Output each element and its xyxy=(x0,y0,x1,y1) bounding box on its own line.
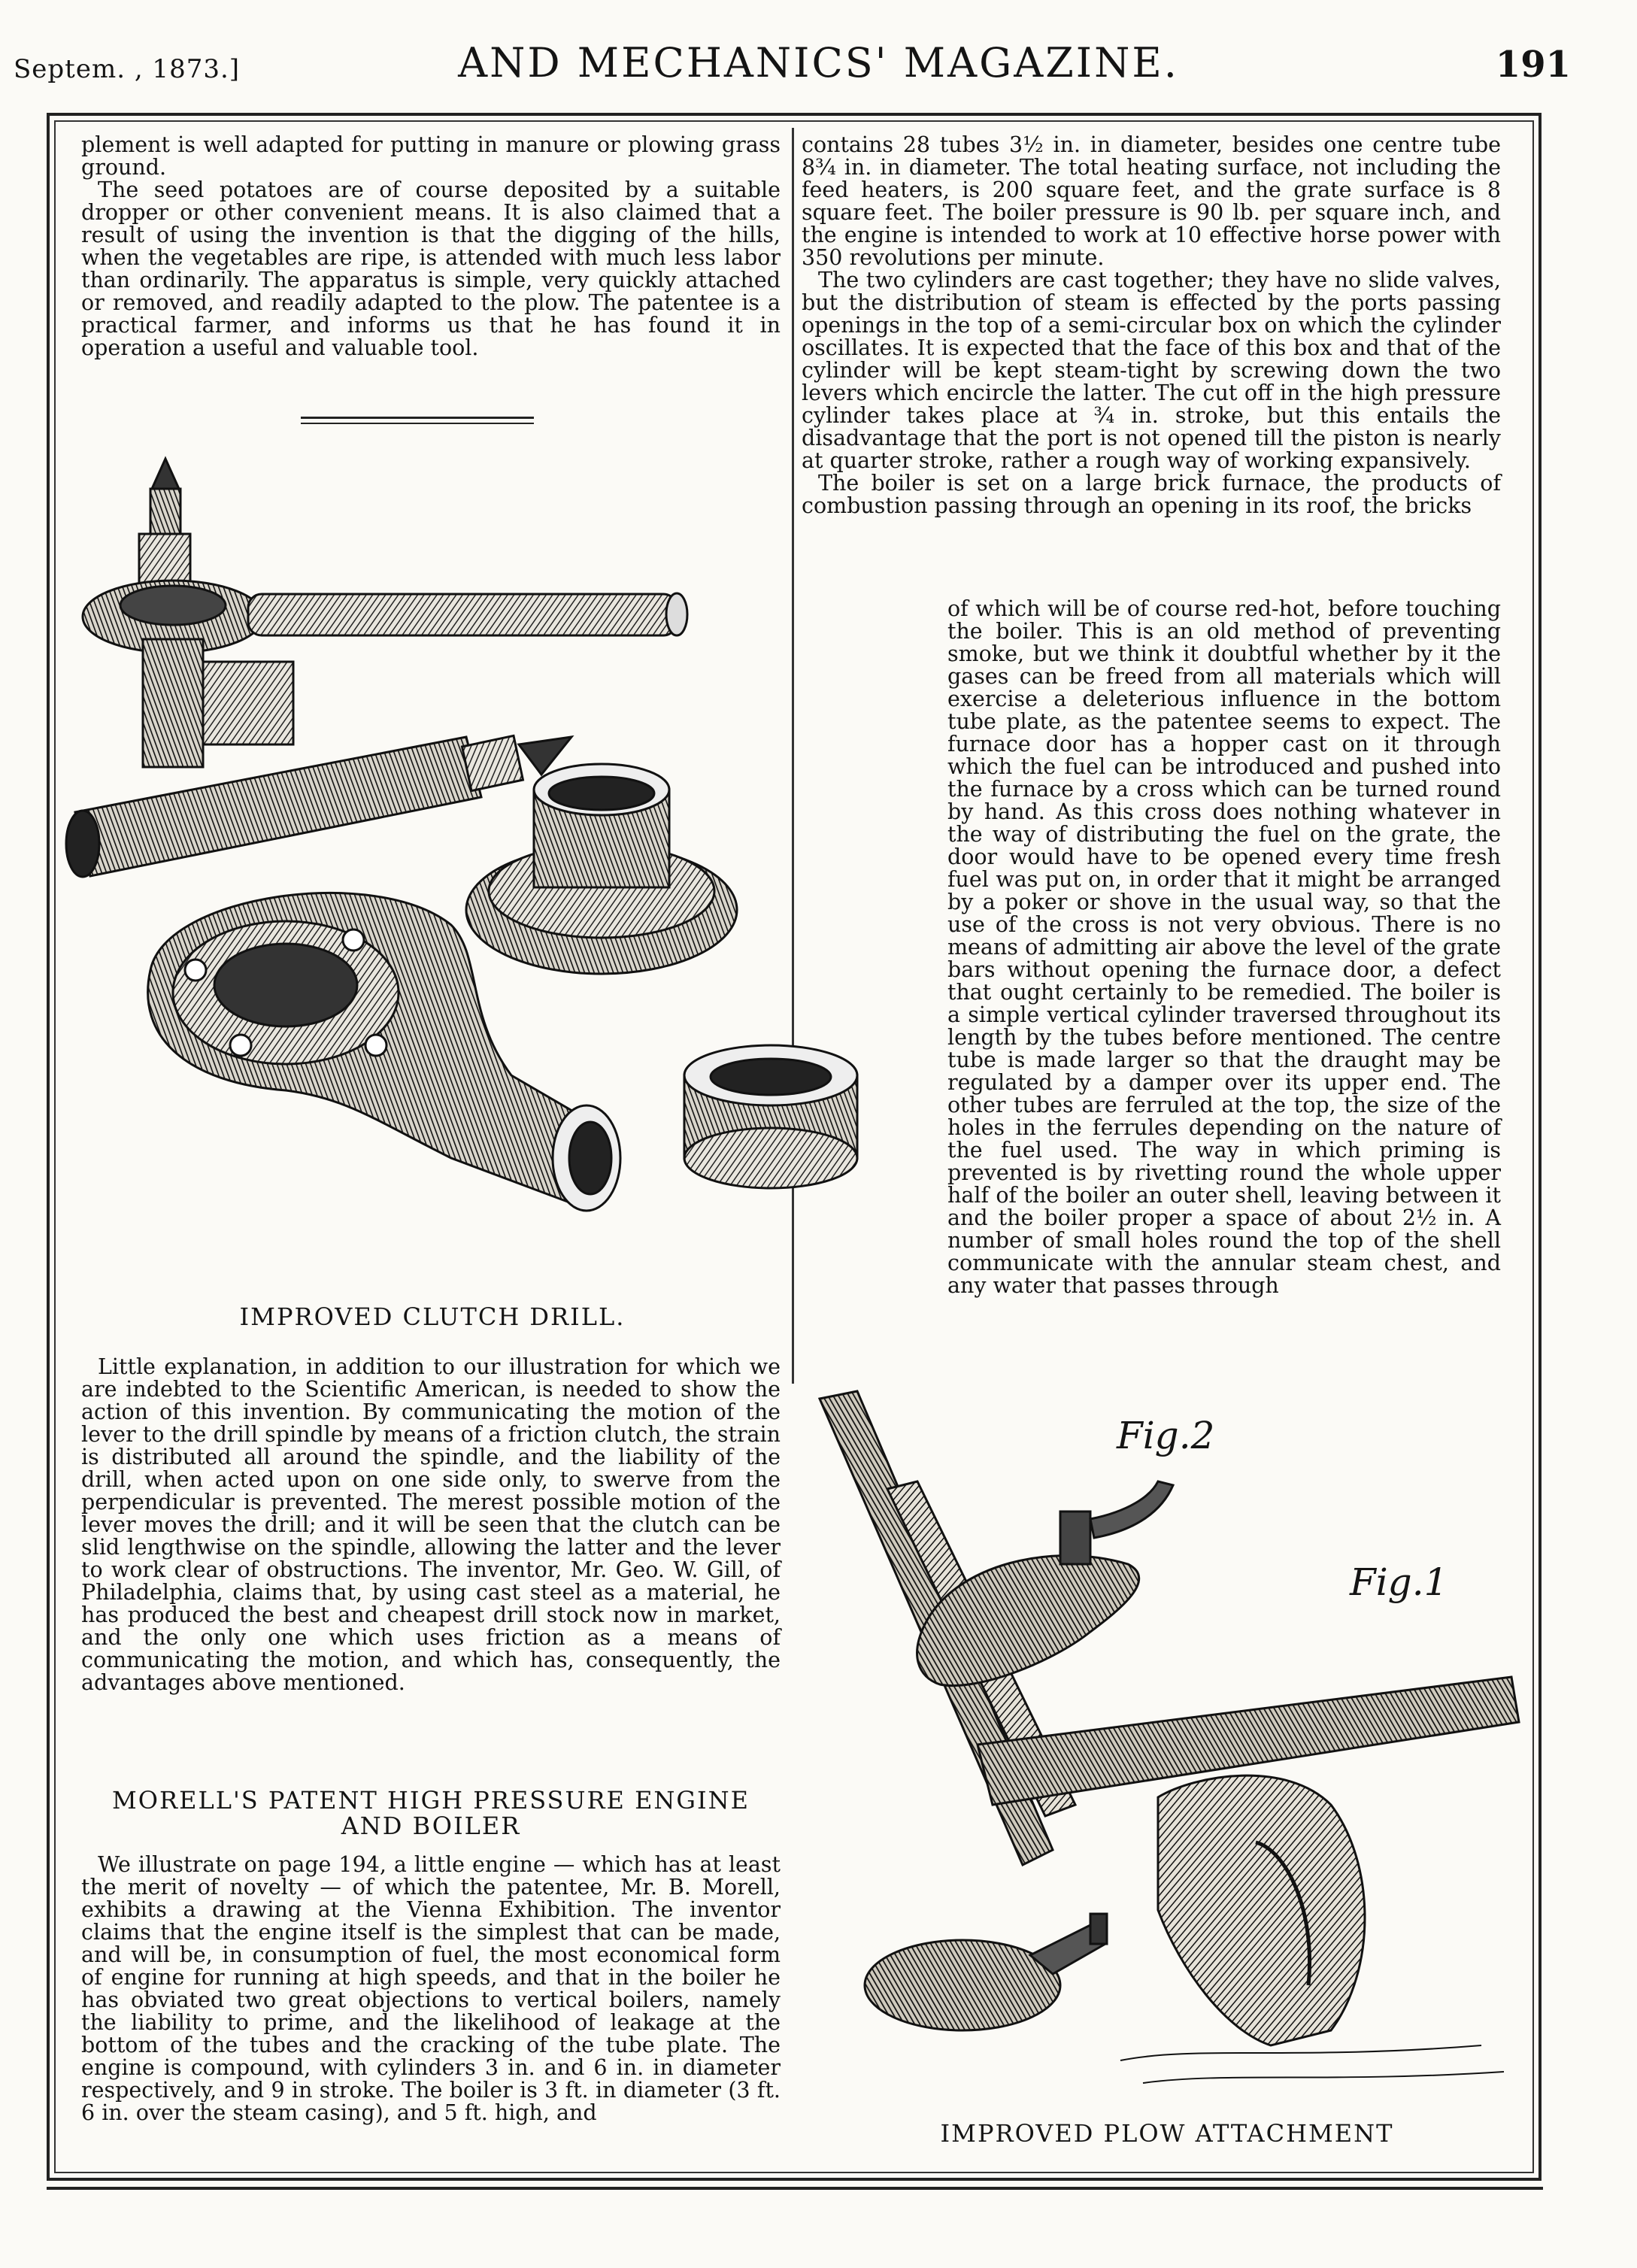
right-paragraph-3: The boiler is set on a large brick furnace, the products of combustion passing through an opening in its roof, the bricks xyxy=(802,471,1501,518)
drill-text xyxy=(81,1356,781,1694)
morell-text xyxy=(81,1854,781,2124)
bottom-rule xyxy=(47,2187,1543,2190)
header-date: Septem. , 1873.] xyxy=(14,54,241,84)
page-header xyxy=(0,0,1637,113)
small-collar xyxy=(684,1045,857,1188)
section-rule xyxy=(301,417,534,419)
right-paragraph-1: contains 28 tubes 3½ in. in diameter, besides one centre tube 8¾ in. in diameter. The total heating surface, not including the feed heaters, is 200 square feet, and the grate surface is 8 square feet. The boiler pressure is 90 lb. per square inch, and the engine is intended to work at 10 effective horse power with 350 revolutions per minute. xyxy=(802,132,1501,270)
right-text-wrap xyxy=(947,598,1501,1297)
right-paragraph-continued: of which will be of course red-hot, before touching the boiler. This is an old method of preventing smoke, but we think it doubtful whether by it the gases can be freed from all materials which will exercise a deleterious influence in the bottom tube plate, as the patentee seems to expect. The furnace door has a hopper cast on it through which the fuel can be introduced and pushed into the furnace by a cross which can be turned round by hand. As this cross does nothing whatever in the way of distributing the fuel on the grate, the door would have to be opened every time fresh fuel was put on, in order that it might be arranged by a poker or shove in the usual way, so that the use of the cross is not very obvious. There is no means of admitting air above the level of the grate bars without opening the furnace door, a defect that ought certainly to be remedied. The boiler is a simple vertical cylinder traversed throughout its length by the tubes before mentioned. The centre tube is made larger so that the draught may be regulated by a damper over its upper end. The other tubes are ferruled at the top, the size of the holes in the ferrules depending on the nature of the fuel used. The way in which priming is prevented is by rivetting round the whole upper half of the boiler an outer shell, leaving between it and the boiler proper a space of about 2½ in. A number of small holes round the top of the shell communicate with the annular steam chest, and any water that passes through xyxy=(947,596,1501,1298)
clutch-ring xyxy=(466,764,737,974)
potato-dropper-fig1 xyxy=(865,1914,1107,2030)
fig2-label: Fig.2 xyxy=(1117,1414,1215,1457)
section-rule-thin xyxy=(301,423,534,424)
right-text-top xyxy=(802,134,1501,517)
intro-paragraph-1: plement is well adapted for putting in manure or plowing grass ground. xyxy=(81,132,781,180)
right-paragraph-2: The two cylinders are cast together; they have no slide valves, but the distribution of steam is effected by the ports passing openings in the top of a semi-circular box on which the cylinder oscillates. It is expected that the face of this box and that of the cylinder will be kept steam-tight by screwing down the two levers which encircle the latter. The cut off in the high pressure cylinder takes place at ¾ in. stroke, but this entails the disadvantage that the port is not opened till the piston is nearly at quarter stroke, rather a rough way of working expansively. xyxy=(802,268,1501,473)
plow-caption: IMPROVED PLOW ATTACHMENT xyxy=(940,2119,1394,2148)
header-title: AND MECHANICS' MAGAZINE. xyxy=(458,39,1179,86)
fig1-label: Fig.1 xyxy=(1350,1560,1448,1604)
morell-heading: MORELL'S PATENT HIGH PRESSURE ENGINE AND BOILER xyxy=(112,1786,750,1840)
plow-attachment-illustration xyxy=(805,1384,1526,2098)
drill-caption: IMPROVED CLUTCH DRILL. xyxy=(239,1302,626,1331)
drill-paragraph: Little explanation, in addition to our illustration for which we are indebted to the Scientific American, is needed to show the action of this invention. By communicating the motion of the lever to the drill spindle by means of a friction clutch, the strain is distributed all around the spindle, and the liability of the drill, when acted upon on one side only, to swerve from the perpendicular is prevented. The merest possible motion of the lever moves the drill; and it will be seen that the clutch can be slid lengthwise on the spindle, allowing the latter and the lever to work clear of obstructions. The inventor, Mr. Geo. W. Gill, of Philadelphia, claims that, by using cast steel as a material, he has produced the best and cheapest drill stock now in market, and the only one which uses friction as a means of communicating the motion, and which has, consequently, the advantages above mentioned. xyxy=(81,1354,781,1695)
clutch-drill-illustration xyxy=(60,444,925,1278)
left-intro-text xyxy=(81,134,781,359)
page-number: 191 xyxy=(1495,44,1571,86)
intro-paragraph-2: The seed potatoes are of course deposited by a suitable dropper or other convenient means. It is also claimed that a result of using the invention is that the digging of the hills, when the vegetables are ripe, is attended with much less labor than ordinarily. The apparatus is simple, very quickly attached or removed, and readily adapted to the plow. The patentee is a practical farmer, and informs us that he has found it in operation a useful and valuable tool. xyxy=(81,177,781,360)
plow-share xyxy=(1158,1775,1365,2045)
drill-spindle-top xyxy=(83,459,687,767)
ground-strokes xyxy=(1120,2045,1504,2083)
morell-paragraph: We illustrate on page 194, a little engine — which has at least the merit of novelty — of which the patentee, Mr. B. Morell, exhibits a drawing at the Vienna Exhibition. The inventor claims that the engine itself is the simplest that can be made, and will be, in consumption of fuel, the most economical form of engine for running at high speeds, and that in the boiler he has obviated two great objections to vertical boilers, namely the liability to prime, and the likelihood of leakage at the bottom of the tubes and the cracking of the tube plate. The engine is compound, with cylinders 3 in. and 6 in. in diameter respectively, and 9 in stroke. The boiler is 3 ft. in diameter (3 ft. 6 in. over the steam casing), and 5 ft. high, and xyxy=(81,1852,781,2125)
